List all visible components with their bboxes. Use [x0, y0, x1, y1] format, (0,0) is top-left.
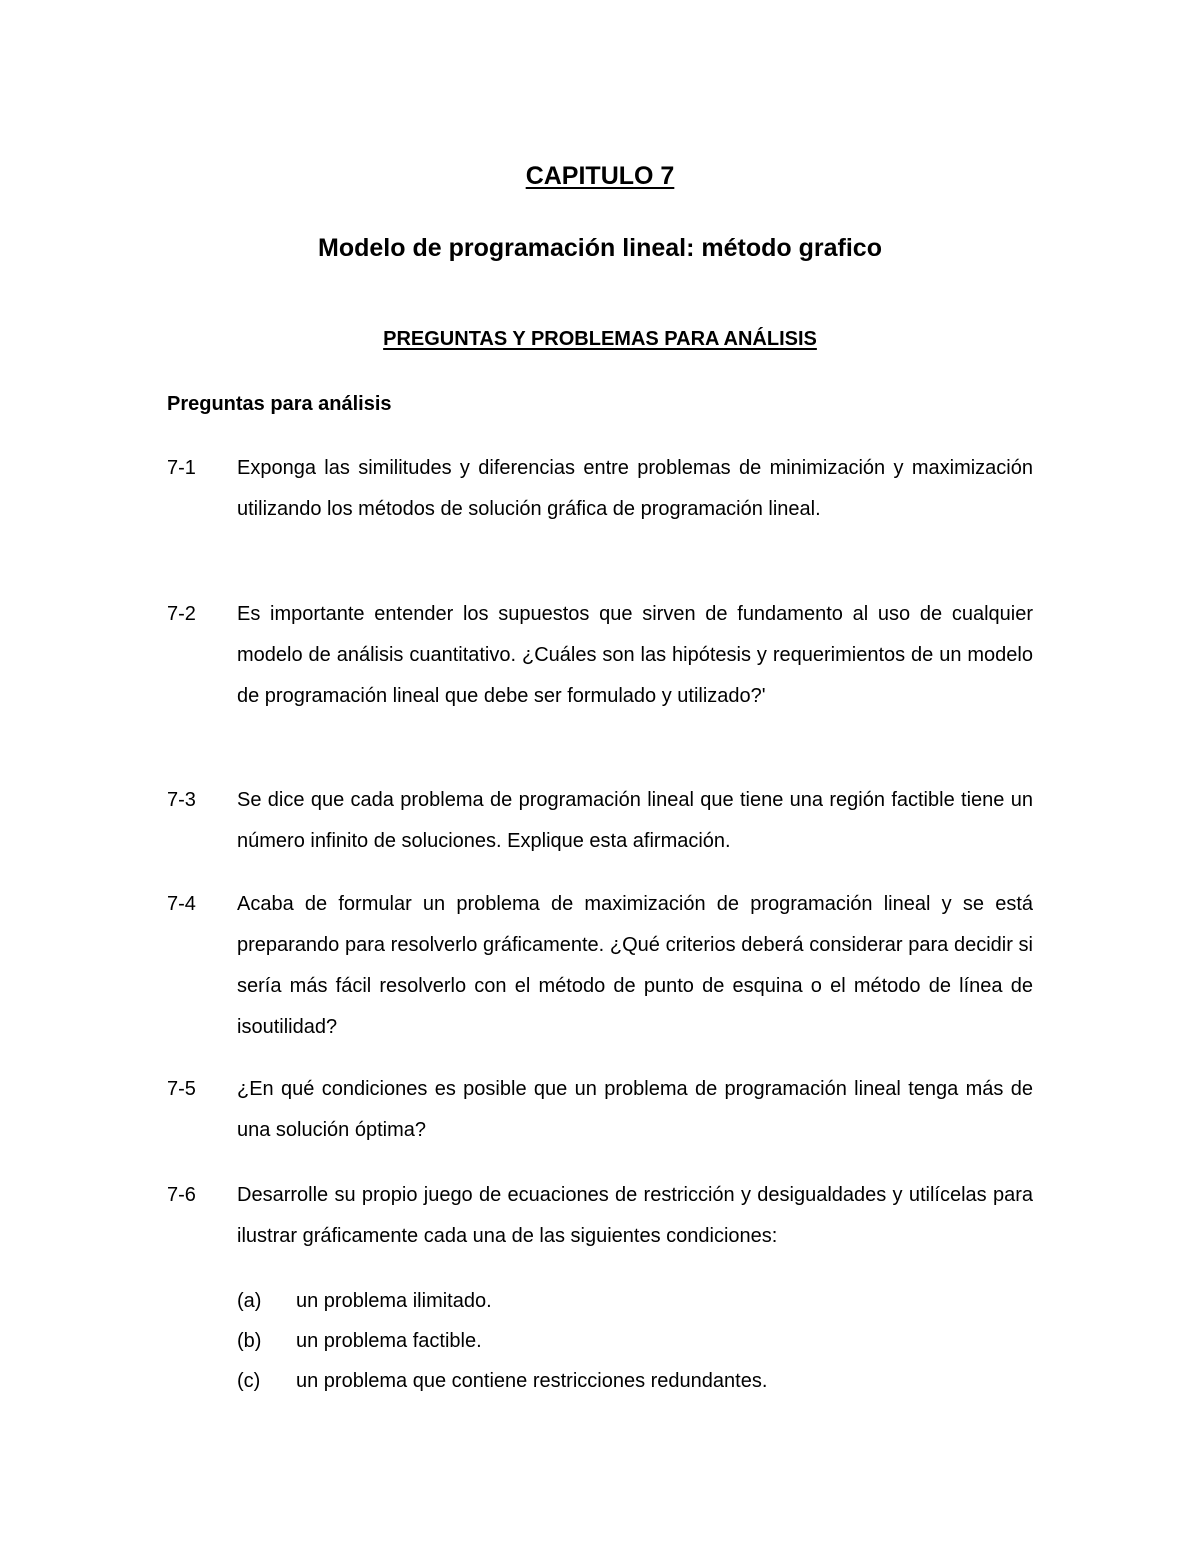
question-text: Se dice que cada problema de programación lineal que tiene una región factible tiene un número infinito de soluciones. Explique esta afirmación. — [237, 789, 1033, 852]
question-text: Desarrolle su propio juego de ecuaciones de restricción y desigualdades y utilícelas para ilustrar gráficamente cada una de las siguientes condiciones: — [237, 1184, 1033, 1247]
question-number: 7-1 — [167, 457, 196, 479]
subitem-text: un problema que contiene restricciones redundantes. — [296, 1370, 768, 1392]
subitem-label: (a) — [237, 1290, 262, 1312]
subsection-title: Preguntas para análisis — [167, 393, 392, 415]
chapter-subtitle: Modelo de programación lineal: método grafico — [318, 234, 882, 262]
question-7-4 — [167, 884, 1033, 1048]
subitem-b — [237, 1327, 482, 1355]
subitem-c — [237, 1367, 767, 1395]
subitem-a — [237, 1287, 492, 1315]
question-7-3 — [167, 780, 1033, 862]
question-number: 7-3 — [167, 789, 196, 811]
question-7-1 — [167, 448, 1033, 530]
question-text: Acaba de formular un problema de maximización de programación lineal y se está preparando para resolverlo gráficamente. ¿Qué criterios deberá considerar para decidir si sería más fácil resolverlo con el método de punto de esquina o el método de línea de isoutilidad? — [237, 893, 1033, 1038]
question-number: 7-5 — [167, 1078, 196, 1100]
section-title: PREGUNTAS Y PROBLEMAS PARA ANÁLISIS — [383, 328, 817, 350]
subitem-text: un problema factible. — [296, 1330, 482, 1352]
subitem-label: (b) — [237, 1330, 262, 1352]
question-text: ¿En qué condiciones es posible que un problema de programación lineal tenga más de una solución óptima? — [237, 1078, 1033, 1141]
question-7-2 — [167, 594, 1033, 717]
subitem-text: un problema ilimitado. — [296, 1290, 492, 1312]
question-text: Es importante entender los supuestos que sirven de fundamento al uso de cualquier modelo de análisis cuantitativo. ¿Cuáles son las hipótesis y requerimientos de un modelo de programación lineal que debe ser formulado y utilizado?' — [237, 603, 1033, 707]
question-number: 7-2 — [167, 603, 196, 625]
subitem-label: (c) — [237, 1370, 261, 1392]
question-number: 7-6 — [167, 1184, 196, 1206]
question-7-6 — [167, 1175, 1033, 1257]
chapter-title: CAPITULO 7 — [525, 162, 675, 190]
question-7-5 — [167, 1069, 1033, 1151]
question-text: Exponga las similitudes y diferencias entre problemas de minimización y maximización utilizando los métodos de solución gráfica de programación lineal. — [237, 457, 1033, 520]
question-number: 7-4 — [167, 893, 196, 915]
